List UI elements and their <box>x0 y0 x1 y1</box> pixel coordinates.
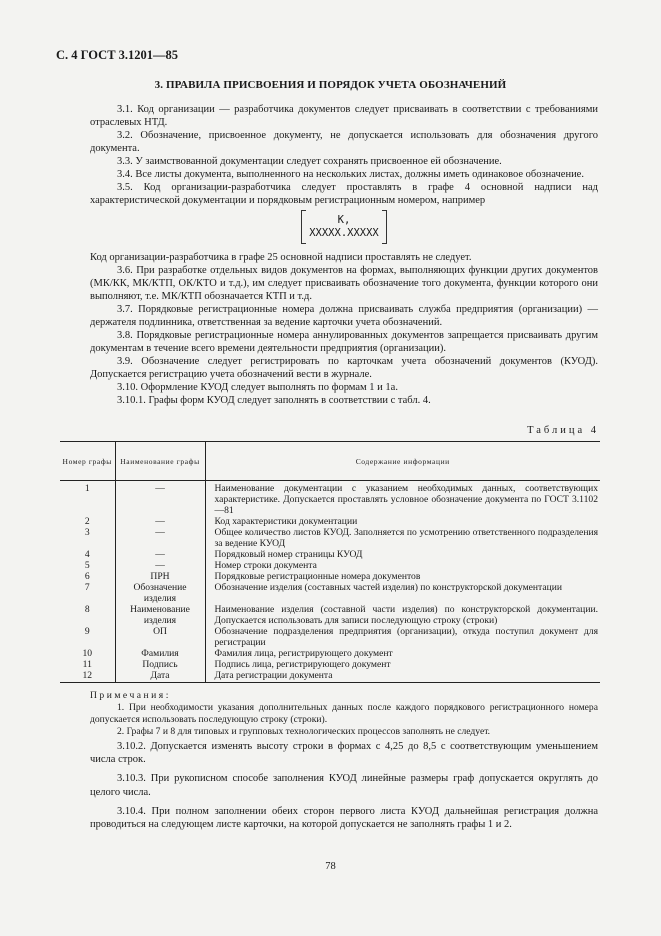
paragraph-3-5b: Код организации-разработчика в графе 25 основной надписи проставлять не следует. <box>90 252 472 263</box>
table-caption: Таблица 4 <box>527 425 599 436</box>
code-line-2: XXXXX.XXXXX <box>309 227 379 239</box>
cell-content: Номер строки документа <box>205 560 600 571</box>
cell-content: Порядковый номер страницы КУОД <box>205 549 600 560</box>
table-row <box>60 549 600 560</box>
cell-content: Обозначение подразделения предприятия (организации), откуда поступил документ для регистрации <box>205 626 600 648</box>
cell-name: Наименование изделия <box>115 604 205 626</box>
paragraph-3-10-4: 3.10.4. При полном заполнении обеих сторон первого листа КУОД дальнейшая регистрация должна проводиться на следующем листе карточки, на которой допускается не заполнять графы 1 и 2. <box>90 805 598 831</box>
page-header: С. 4 ГОСТ 3.1201—85 <box>56 48 179 62</box>
paragraph-3-7: 3.7. Порядковые регистрационные номера должна присваивать служба предприятия (организации) — держателя подлинника, ответственная за ведение карточки учета обозначений. <box>90 304 598 328</box>
paragraph-3-10-2: 3.10.2. Допускается изменять высоту строки в формах с 4,25 до 8,5 с соответствующим уменьшением числа строк. <box>90 741 598 766</box>
cell-number: 9 <box>84 626 90 637</box>
page-number: 78 <box>325 861 336 872</box>
table-row <box>60 560 600 571</box>
header-column-name: Наименование графы <box>115 442 205 481</box>
cell-name: Обозначение изделия <box>115 582 205 604</box>
paragraph-3-6: 3.6. При разработке отдельных видов документов на формах, выполняющих функции других документов (МК/КК, МК/КТП, ОК/КТО и т.д.), им следует присваивать обозначение того документа, функции которого они выполняют, т.е. МК/КТП обозначается КТП и т.д. <box>90 265 598 302</box>
cell-number: 10 <box>82 648 93 659</box>
cell-name: Дата <box>115 670 205 683</box>
cell-name: — <box>115 560 205 571</box>
cell-content: Общее количество листов КУОД. Заполняется по усмотрению ответственного подразделения за ведение КУОД <box>205 527 600 549</box>
body-text <box>90 103 598 407</box>
paragraph-3-2: 3.2. Обозначение, присвоенное документу, не допускается использовать для обозначения другого документа. <box>90 130 598 154</box>
table-row <box>60 626 600 648</box>
cell-name: — <box>115 549 205 560</box>
paragraph-3-5: 3.5. Код организации-разработчика следует проставлять в графе 4 основной надписи над характеристической документации и порядковым регистрационным номером, например <box>90 182 598 206</box>
cell-number: 4 <box>84 549 90 560</box>
cell-number: 11 <box>82 659 92 670</box>
paragraph-3-9: 3.9. Обозначение следует регистрировать по карточкам учета обозначений документов (КУОД). Допускается регистрацию учета обозначений вести в журнале. <box>90 356 598 380</box>
cell-name: — <box>115 516 205 527</box>
cell-content: Обозначение изделия (составных частей изделия) по конструкторской документации <box>205 582 600 604</box>
paragraph-3-10-1: 3.10.1. Графы форм КУОД следует заполнять в соответствии с табл. 4. <box>117 395 431 406</box>
notes-title: Примечания: <box>90 690 171 701</box>
header-column-number: Номер графы <box>60 442 115 481</box>
paragraph-3-1: 3.1. Код организации — разработчика документов следует присваивать в соответствии с требованиями отраслевых НТД. <box>90 104 598 128</box>
table-notes <box>90 690 598 738</box>
cell-number: 2 <box>84 516 90 527</box>
section-title: 3. ПРАВИЛА ПРИСВОЕНИЯ И ПОРЯДОК УЧЕТА ОБОЗНАЧЕНИЙ <box>154 79 507 91</box>
table-header-row <box>60 442 600 481</box>
code-line-1: K, <box>337 214 351 226</box>
cell-content: Подпись лица, регистрирующего документ <box>205 659 600 670</box>
cell-name: ПРН <box>115 571 205 582</box>
cell-name: Фамилия <box>115 648 205 659</box>
table-row <box>60 659 600 670</box>
table-row <box>60 527 600 549</box>
paragraph-3-8: 3.8. Порядковые регистрационные номера аннулированных документов запрещается присваивать другим документам в течение всего времени деятельности предприятия (организации). <box>90 330 598 354</box>
cell-number: 6 <box>84 571 90 582</box>
header-column-content: Содержание информации <box>205 442 600 481</box>
table-row <box>60 481 600 517</box>
code-example <box>90 210 598 247</box>
cell-name: Подпись <box>115 659 205 670</box>
cell-name: — <box>115 527 205 549</box>
cell-number: 7 <box>84 582 90 593</box>
paragraph-3-3: 3.3. У заимствованной документации следует сохранять присвоенное ей обозначение. <box>117 156 502 167</box>
cell-number: 1 <box>84 483 90 494</box>
body-text-continued <box>90 740 598 837</box>
table-row <box>60 516 600 527</box>
cell-content: Код характеристики документации <box>205 516 600 527</box>
paragraph-3-10: 3.10. Оформление КУОД следует выполнять по формам 1 и 1а. <box>117 382 398 393</box>
cell-number: 8 <box>84 604 90 615</box>
paragraph-3-4: 3.4. Все листы документа, выполненного на нескольких листах, должны иметь одинаковое обозначение. <box>117 169 584 180</box>
note-1: 1. При необходимости указания дополнительных данных после каждого порядкового регистрационного номера допускается использовать последующую строку (строки). <box>90 702 598 725</box>
cell-content: Наименование изделия (составной части изделия) по конструкторской документации. Допускается использовать для записи последующую строку (строки) <box>205 604 600 626</box>
table-row <box>60 571 600 582</box>
note-2: 2. Графы 7 и 8 для типовых и групповых технологических процессов заполнять не следует. <box>117 726 491 737</box>
cell-number: 12 <box>60 670 115 683</box>
code-bracket <box>301 210 387 244</box>
cell-content: Дата регистрации документа <box>205 670 600 683</box>
table-row <box>60 582 600 604</box>
table-row <box>60 670 600 683</box>
table-row <box>60 648 600 659</box>
cell-name: ОП <box>115 626 205 648</box>
cell-content: Порядковые регистрационные номера документов <box>205 571 600 582</box>
cell-number: 3 <box>84 527 90 538</box>
cell-content: Наименование документации с указанием необходимых данных, соответствующих характеристике. Допускается проставлять условное обозначение документа по ГОСТ 3.1102—81 <box>205 481 600 517</box>
cell-content: Фамилия лица, регистрирующего документ <box>205 648 600 659</box>
cell-name: — <box>115 481 205 517</box>
table-4 <box>60 441 600 683</box>
cell-number: 5 <box>84 560 90 571</box>
table-row <box>60 604 600 626</box>
paragraph-3-10-3: 3.10.3. При рукописном способе заполнения КУОД линейные размеры граф допускается округлять до целого числа. <box>90 773 598 798</box>
